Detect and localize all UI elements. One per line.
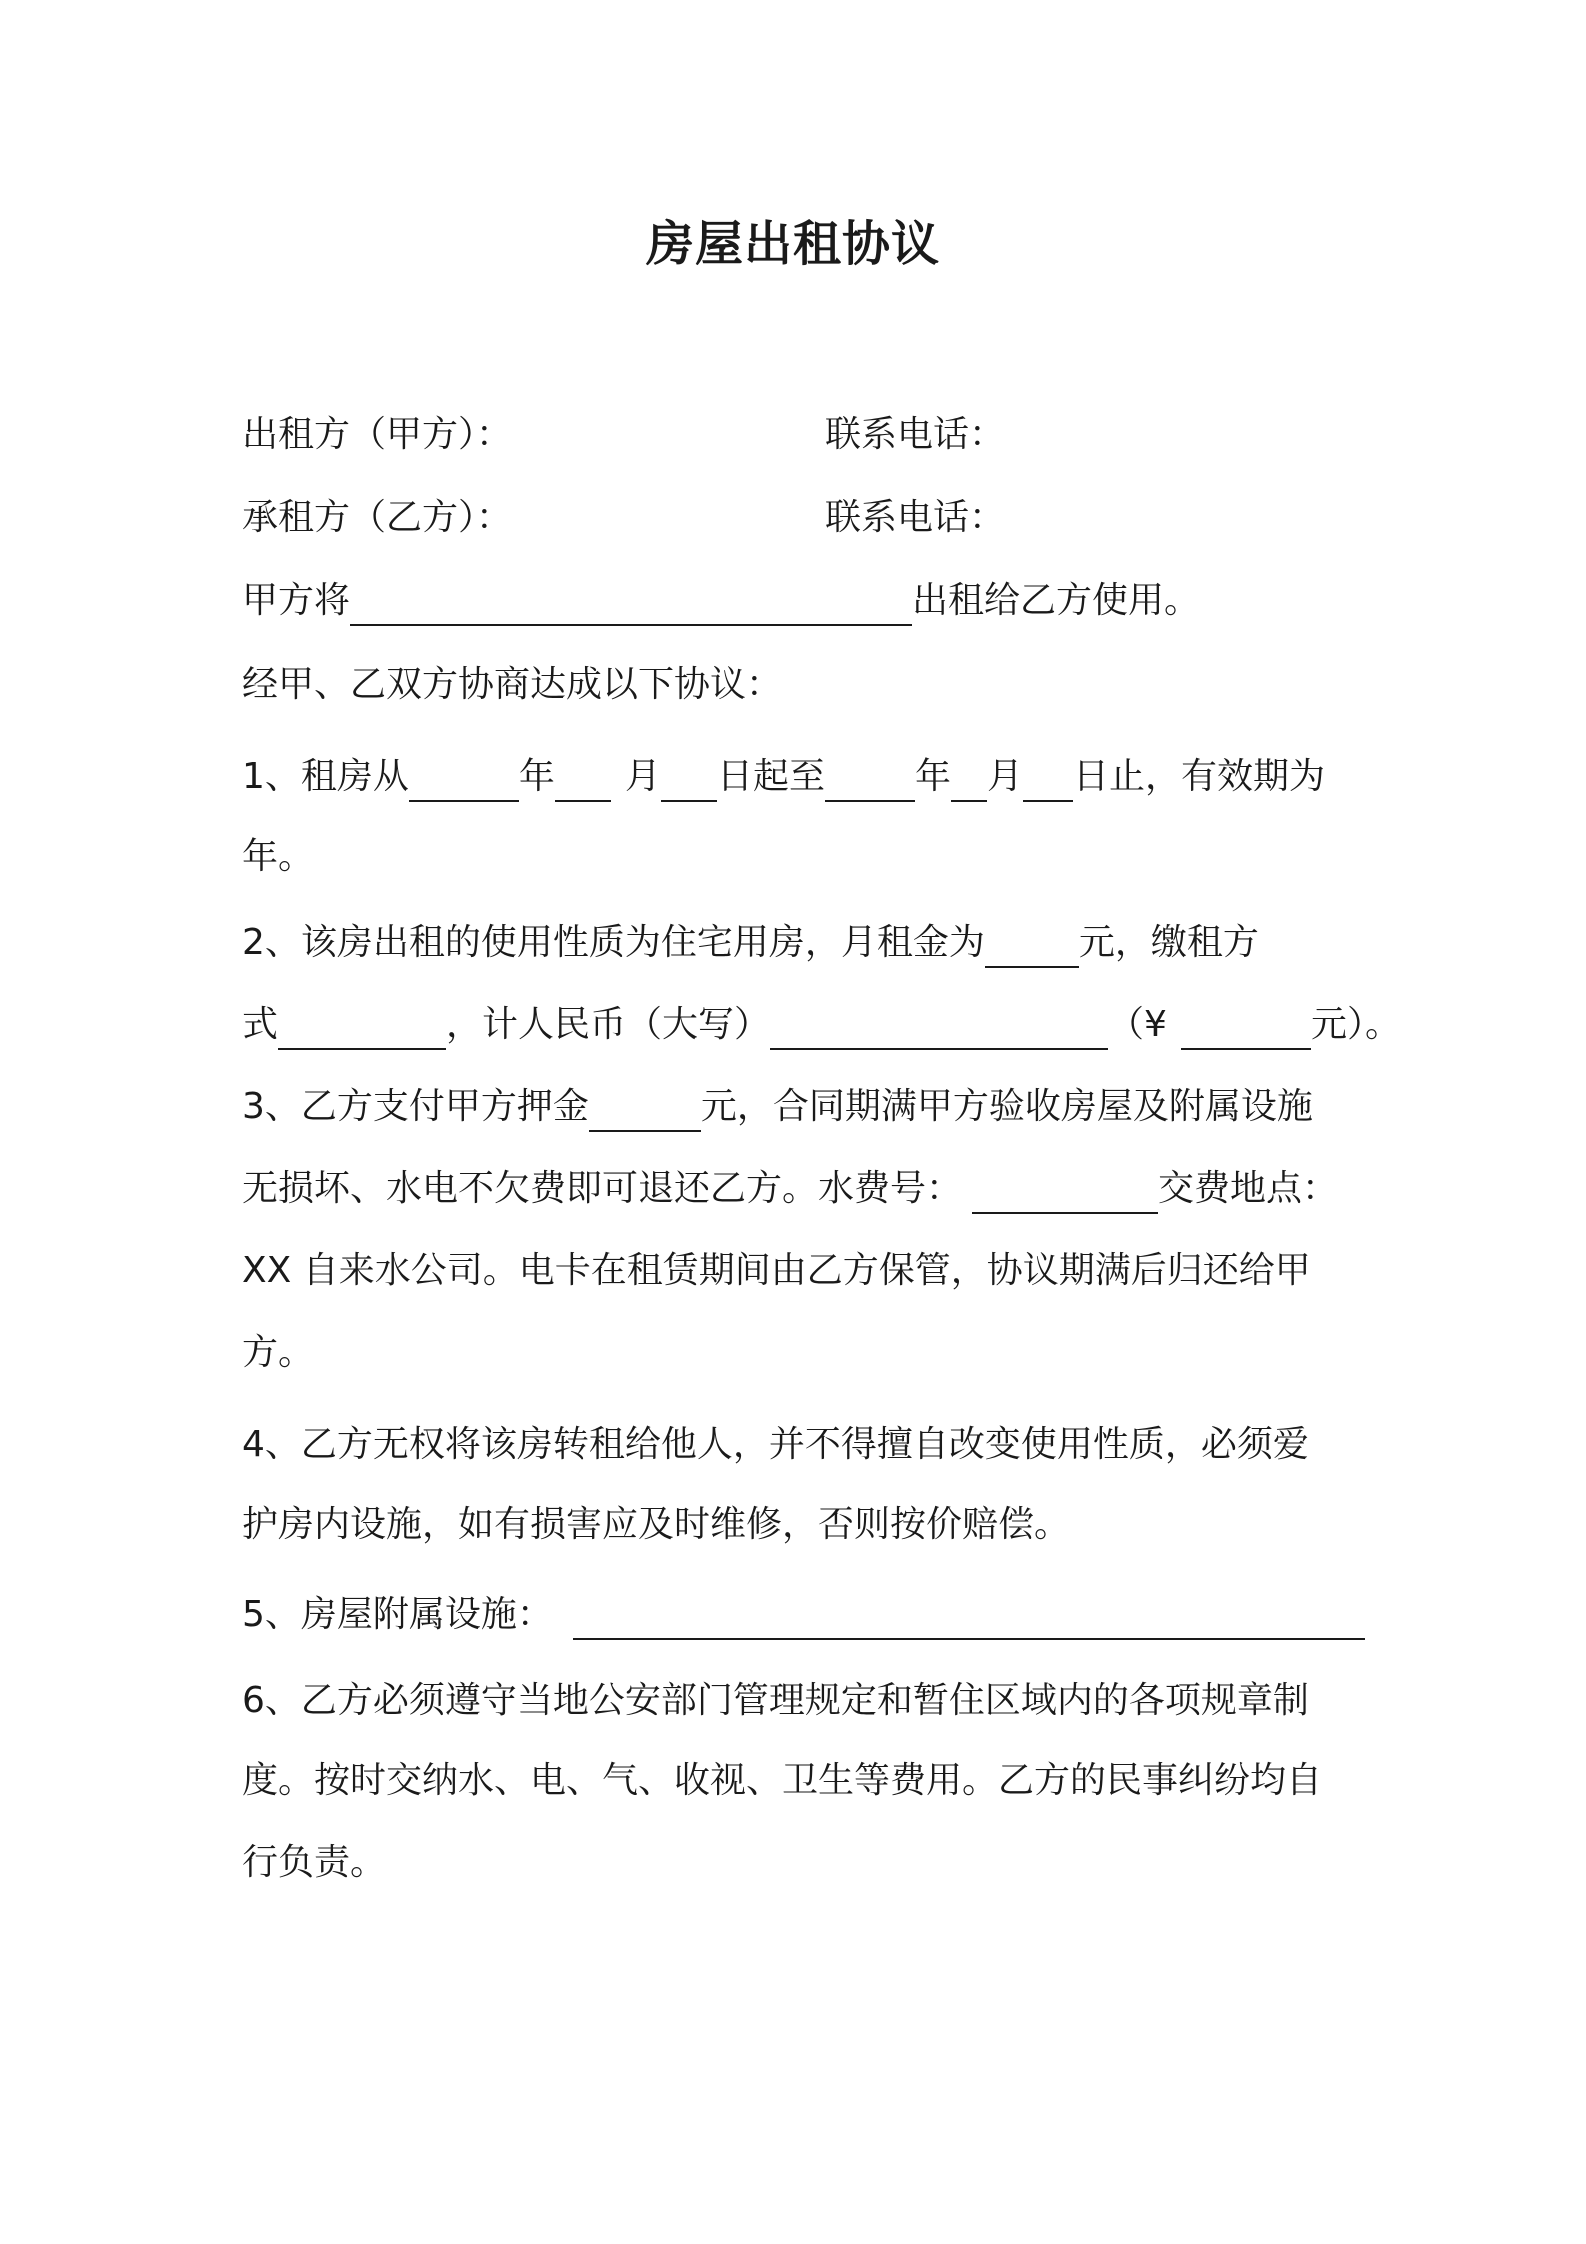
- clause-6-line-2: 度。按时交纳水、电、气、收视、卫生等费用。乙方的民事纠纷均自: [242, 1760, 1323, 1801]
- clause-4-line-2: 护房内设施，如有损害应及时维修，否则按价赔偿。: [242, 1504, 1071, 1545]
- clause-2-text-d: ，计人民币（大写）: [446, 1004, 771, 1045]
- lessee-label: 承租方（乙方）：: [242, 497, 513, 538]
- clause-2-text-c: 式: [242, 1004, 279, 1045]
- clause-2-text-b: 元，缴租方: [1078, 922, 1259, 963]
- clause-6-line-3: 行负责。: [242, 1842, 387, 1883]
- amount-words-blank[interactable]: [770, 1008, 1108, 1050]
- clause-2-line-2: [242, 1000, 1401, 1050]
- clause-3-text-b: 元，合同期满甲方验收房屋及附属设施: [700, 1086, 1313, 1127]
- amount-figure-blank[interactable]: [1181, 1008, 1311, 1050]
- end-day-blank[interactable]: [1023, 760, 1073, 802]
- lessor-phone-label: 联系电话：: [825, 414, 1006, 455]
- water-account-blank[interactable]: [972, 1172, 1158, 1214]
- clause-2-text-a: 2、该房出租的使用性质为住宅用房，月租金为: [242, 922, 985, 963]
- clause-3-line-3: XX 自来水公司。电卡在租赁期间由乙方保管，协议期满后归还给甲: [242, 1250, 1311, 1291]
- agreement-line: 经甲、乙双方协商达成以下协议：: [242, 664, 783, 705]
- clause-1-text-c: 月: [624, 756, 661, 797]
- clause-4-line-1: 4、乙方无权将该房转租给他人，并不得擅自改变使用性质，必须爱: [242, 1424, 1309, 1465]
- lease-property-line: [242, 576, 1200, 626]
- clause-1-text-d: 日起至: [716, 756, 825, 797]
- clause-6-line-1: 6、乙方必须遵守当地公安部门管理规定和暂住区域内的各项规章制: [242, 1680, 1309, 1721]
- clause-1-text-b: 年: [518, 756, 555, 797]
- clause-3-line-1: [242, 1082, 1313, 1132]
- clause-2-text-f: 元）。: [1310, 1004, 1401, 1045]
- document-title: 房屋出租协议: [645, 216, 940, 272]
- clause-1-line-2: 年。: [242, 836, 315, 877]
- clause-1-line-1: [242, 752, 1325, 802]
- start-month-blank[interactable]: [555, 760, 611, 802]
- clause-5-text-a: 5、房屋附属设施：: [242, 1594, 553, 1635]
- clause-1-text-a: 1、租房从: [242, 756, 409, 797]
- clause-3-text-c: 无损坏、水电不欠费即可退还乙方。水费号：: [242, 1168, 963, 1209]
- start-day-blank[interactable]: [661, 760, 717, 802]
- clause-2-text-e: （¥: [1108, 1004, 1167, 1045]
- clause-3-text-a: 3、乙方支付甲方押金: [242, 1086, 589, 1127]
- end-month-blank[interactable]: [951, 760, 987, 802]
- lessee-phone-label: 联系电话：: [825, 497, 1006, 538]
- end-year-blank[interactable]: [825, 760, 915, 802]
- clause-2-line-1: [242, 918, 1259, 968]
- property-blank[interactable]: [350, 584, 912, 626]
- clause-1-text-e: 年: [914, 756, 951, 797]
- clause-5-line-1: [242, 1590, 1365, 1640]
- payment-method-blank[interactable]: [278, 1008, 446, 1050]
- facilities-blank[interactable]: [573, 1598, 1365, 1640]
- clause-3-text-d: 交费地点：: [1158, 1168, 1339, 1209]
- lease-suffix: 出租给乙方使用。: [912, 580, 1201, 621]
- lessor-label: 出租方（甲方）：: [242, 414, 513, 455]
- clause-1-text-f: 月: [986, 756, 1023, 797]
- clause-3-line-2: [242, 1164, 1338, 1214]
- deposit-blank[interactable]: [589, 1090, 701, 1132]
- monthly-rent-blank[interactable]: [985, 926, 1079, 968]
- start-year-blank[interactable]: [409, 760, 519, 802]
- clause-3-line-4: 方。: [242, 1332, 315, 1373]
- lease-prefix: 甲方将: [242, 580, 351, 621]
- clause-1-text-g: 日止，有效期为: [1072, 756, 1325, 797]
